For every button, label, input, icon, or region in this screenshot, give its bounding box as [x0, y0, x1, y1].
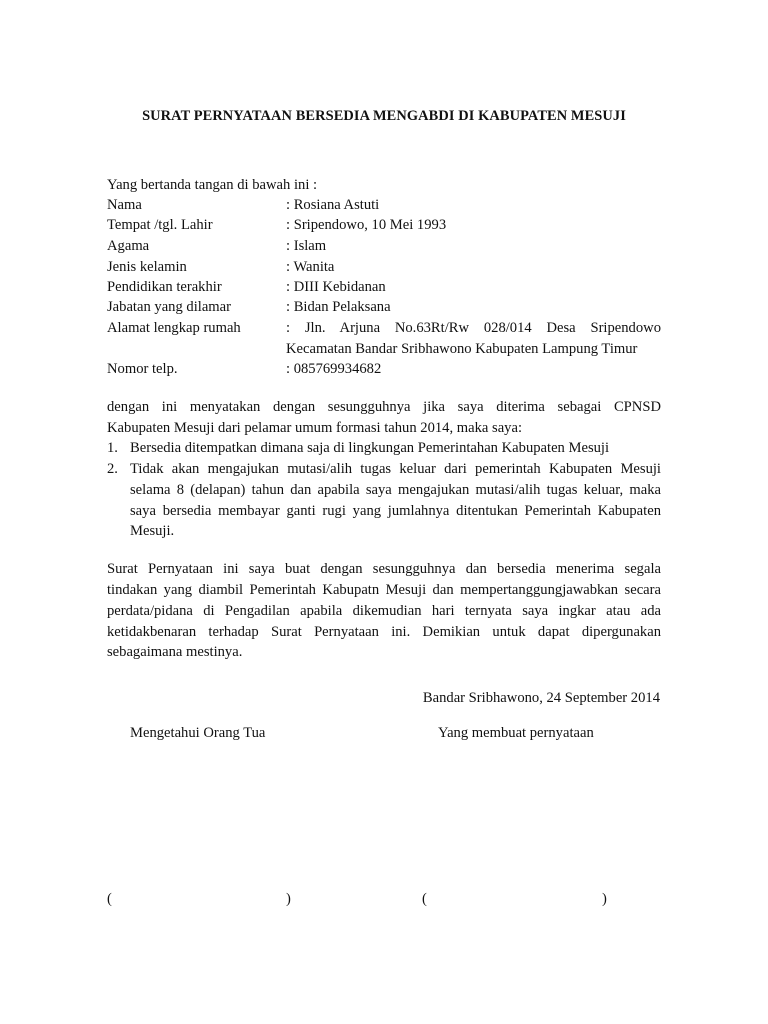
- field-value-gender: : Wanita: [286, 259, 335, 275]
- list-number-1: 1.: [107, 440, 118, 456]
- field-value-position: : Bidan Pelaksana: [286, 299, 391, 315]
- list-item-2-line-2: selama 8 (delapan) tahun dan apabila saya mengajukan mutasi/alih tugas keluar, maka: [130, 482, 661, 498]
- intro-line: Yang bertanda tangan di bawah ini :: [107, 177, 318, 193]
- field-label-religion: Agama: [107, 238, 150, 254]
- closing-line-5: sebagaimana mestinya.: [107, 644, 243, 660]
- field-label-address: Alamat lengkap rumah: [107, 320, 241, 336]
- list-item-2-line-1: Tidak akan mengajukan mutasi/alih tugas keluar dari pemerintah Kabupaten Mesuji: [130, 461, 661, 477]
- signature-left-label: Mengetahui Orang Tua: [130, 725, 266, 741]
- field-label-name: Nama: [107, 197, 142, 213]
- closing-line-3: perdata/pidana di Pengadilan apabila dikemudian hari ternyata saya ingkar atau ada: [107, 603, 661, 619]
- place-date: Bandar Sribhawono, 24 September 2014: [422, 690, 660, 706]
- field-value-address-line-1: : Jln. Arjuna No.63Rt/Rw 028/014 Desa Sripendowo: [286, 320, 661, 336]
- field-label-gender: Jenis kelamin: [107, 259, 187, 275]
- field-label-phone: Nomor telp.: [107, 361, 178, 377]
- signature-right-close-bracket: ): [602, 891, 607, 907]
- signature-left-close-bracket: ): [286, 891, 291, 907]
- field-value-religion: : Islam: [286, 238, 327, 254]
- field-label-education: Pendidikan terakhir: [107, 279, 222, 295]
- field-label-position: Jabatan yang dilamar: [107, 299, 231, 315]
- statement-line-1: dengan ini menyatakan dengan sesungguhnya jika saya diterima sebagai CPNSD: [107, 399, 661, 415]
- signature-right-label: Yang membuat pernyataan: [438, 725, 594, 741]
- list-item-2-line-3: saya bersedia membayar ganti rugi yang jumlahnya ditentukan Pemerintah Kabupaten: [130, 503, 661, 519]
- signature-left-open-bracket: (: [107, 891, 112, 907]
- field-label-birth: Tempat /tgl. Lahir: [107, 217, 213, 233]
- field-value-birth: : Sripendowo, 10 Mei 1993: [286, 217, 447, 233]
- document-title: SURAT PERNYATAAN BERSEDIA MENGABDI DI KABUPATEN MESUJI: [142, 108, 626, 124]
- closing-line-1: Surat Pernyataan ini saya buat dengan sesungguhnya dan bersedia menerima segala: [107, 561, 661, 577]
- list-item-1-line-1: Bersedia ditempatkan dimana saja di lingkungan Pemerintahan Kabupaten Mesuji: [130, 440, 610, 456]
- list-item-2-line-4: Mesuji.: [130, 523, 175, 539]
- field-value-address-line-2: Kecamatan Bandar Sribhawono Kabupaten Lampung Timur: [286, 341, 638, 357]
- list-number-2: 2.: [107, 461, 118, 477]
- field-value-education: : DIII Kebidanan: [286, 279, 386, 295]
- statement-line-2: Kabupaten Mesuji dari pelamar umum formasi tahun 2014, maka saya:: [107, 420, 522, 436]
- signature-right-open-bracket: (: [422, 891, 427, 907]
- field-value-phone: : 085769934682: [286, 361, 382, 377]
- closing-line-2: tindakan yang diambil Pemerintah Kabupatn Mesuji dan mempertanggungjawabkan secara: [107, 582, 661, 598]
- closing-line-4: ketidakbenaran terhadap Surat Pernyataan ini. Demikian untuk dapat dipergunakan: [107, 624, 661, 640]
- field-value-name: : Rosiana Astuti: [286, 197, 380, 213]
